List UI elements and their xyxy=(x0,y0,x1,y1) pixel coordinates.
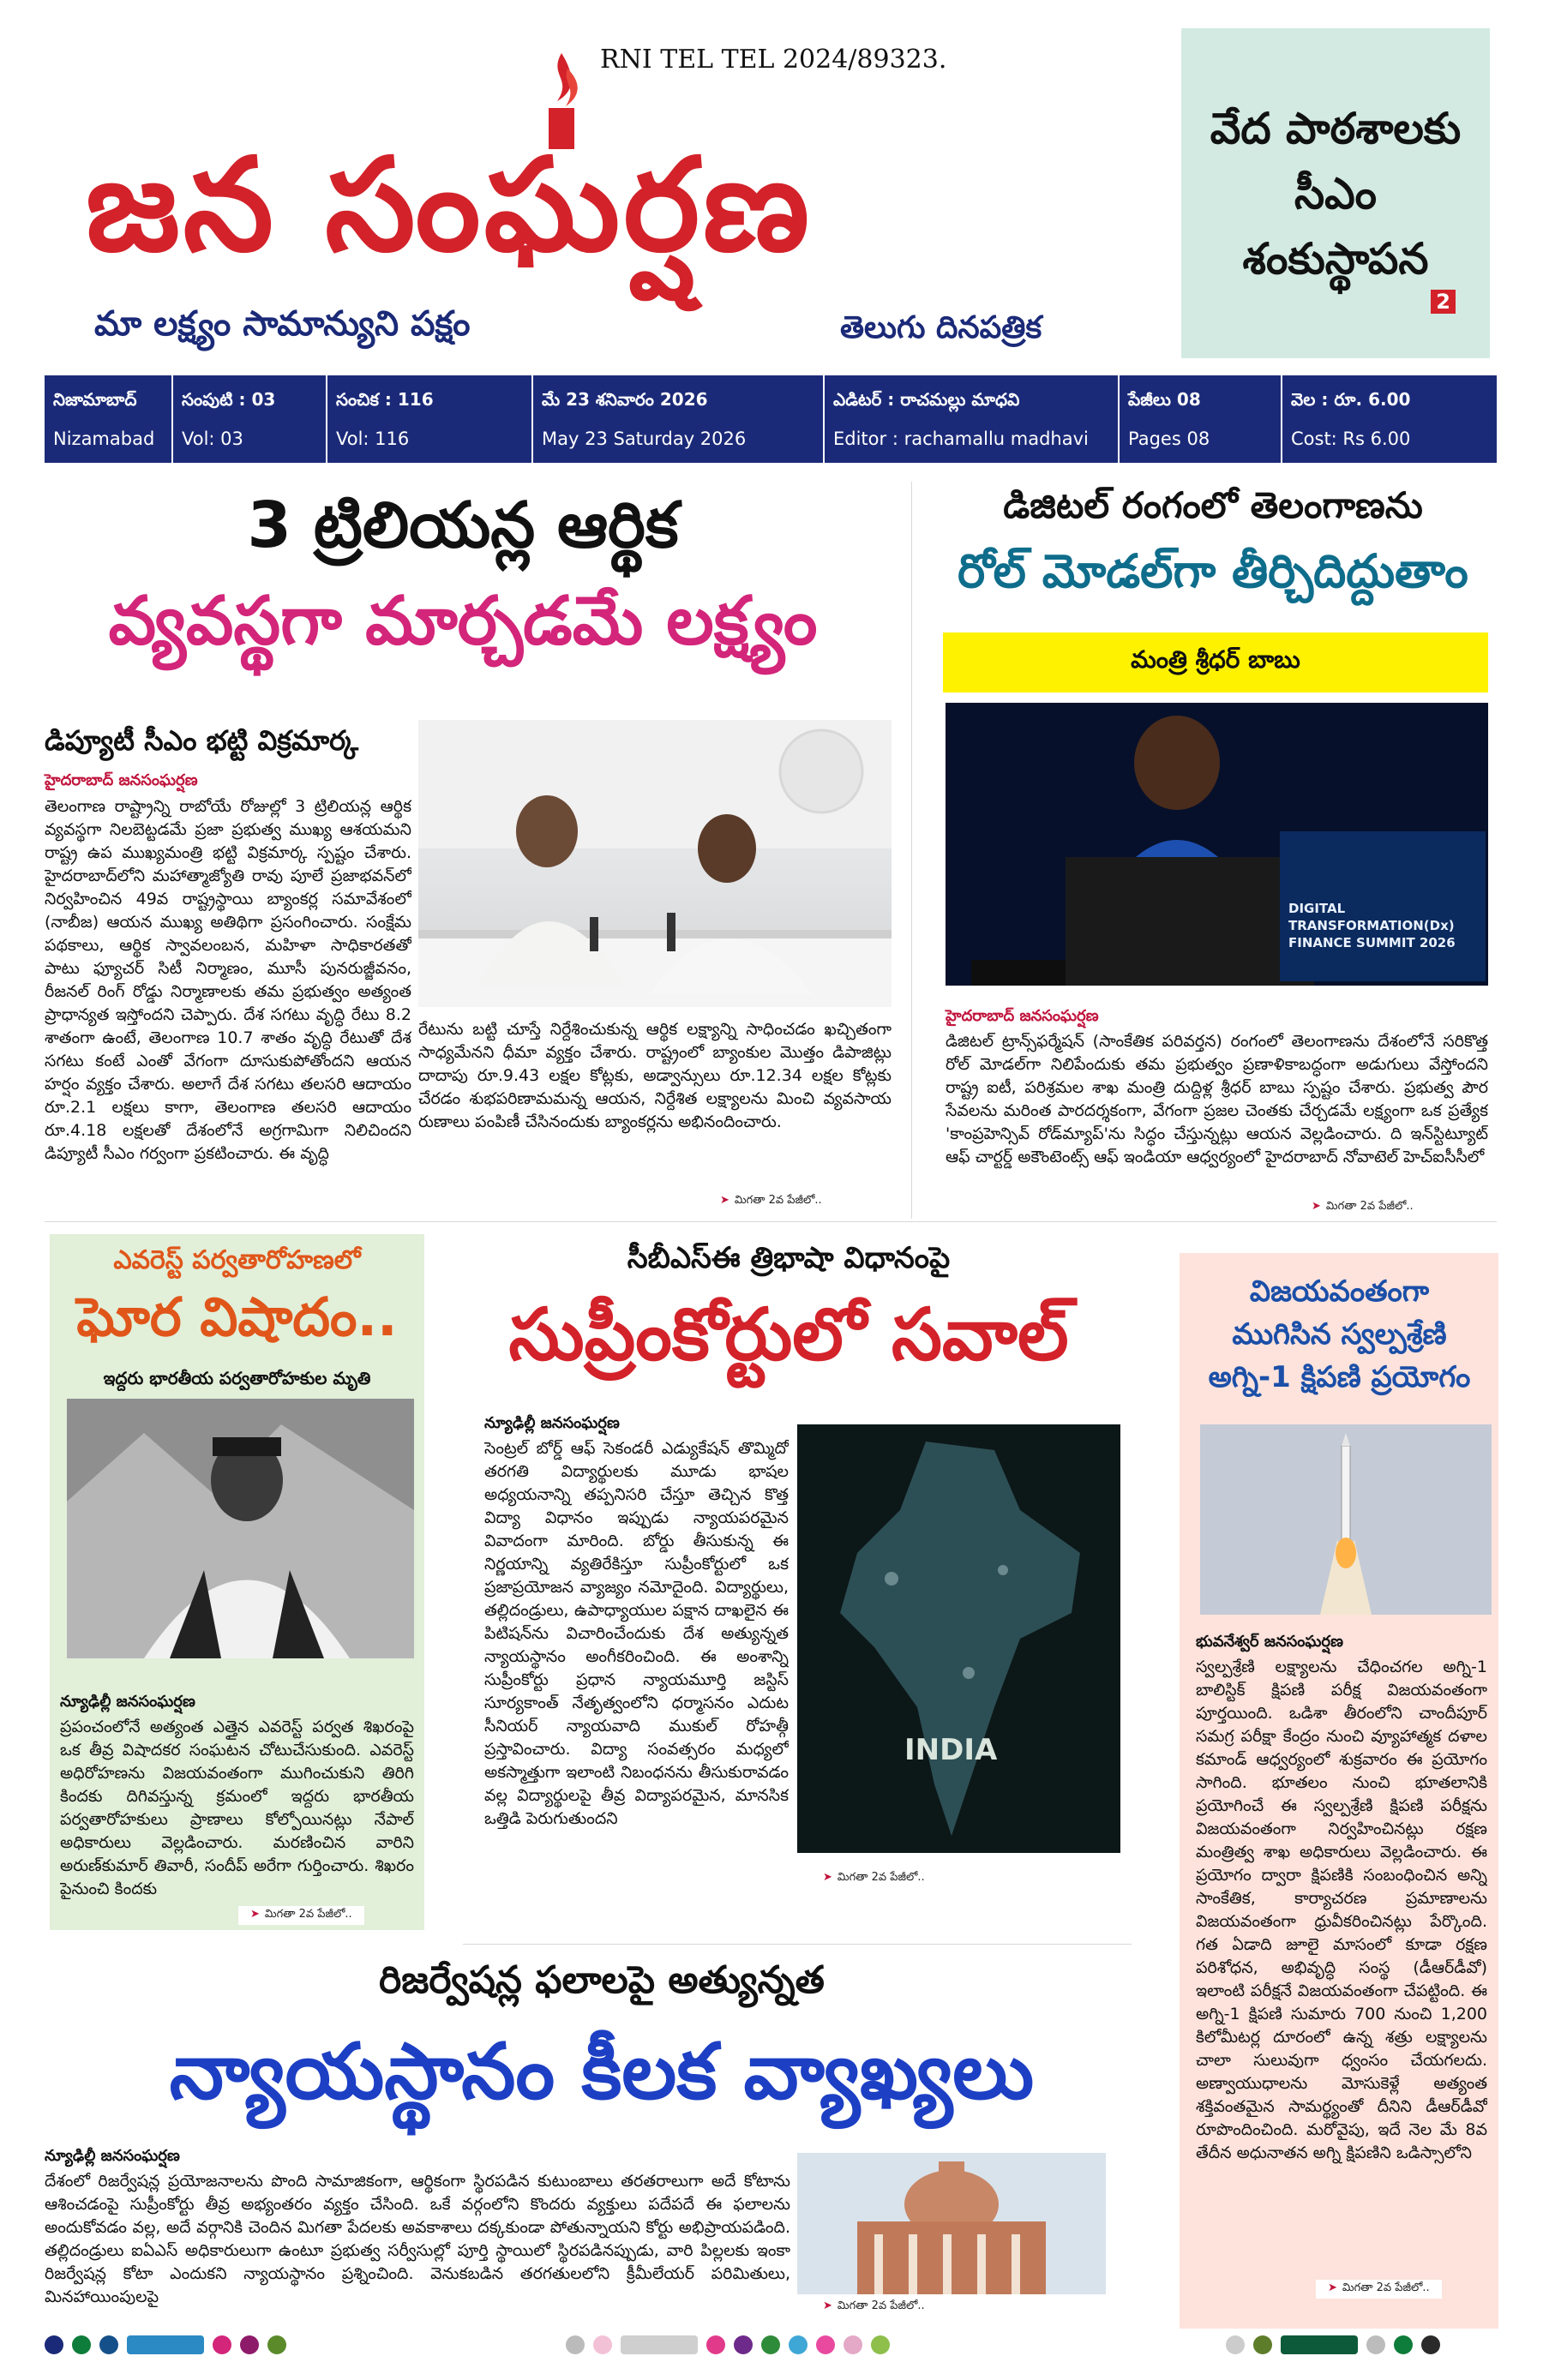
digital-body: డిజిటల్‌ ట్రాన్స్‌ఫర్మేషన్‌ (సాంకేతిక పరివర్తన) రంగంలో తెలంగాణను దేశంలోనే సరికొత్త రోల్‌ మోడల్‌గా నిలిపేందుకు తమ ప్రభుత్వం ప్రణాళికాబద్ధంగా అడుగులు వేస్తోందని రాష్ట్ర ఐటీ, పరిశ్రమల శాఖ మంత్రి దుద్దిళ్ల శ్రీధర్‌ బాబు స్పష్టం చేశారు. ప్రభుత్వ పౌర సేవలను మరింత పారదర్శకంగా, వేగంగా ప్రజల చెంతకు చేర్చడమే లక్ష్యంగా ఒక ప్రత్యేక 'కాంప్రహెన్సివ్‌ రోడ్‌మ్యాప్‌'ను సిద్ధం చేస్తున్నట్లు ఆయన వెల్లడించారు. ది ఇన్‌స్టిట్యూట్‌ ఆఫ్‌ చార్టర్డ్‌ అకౌంటెంట్స్‌ ఆఫ్‌ ఇండియా ఆధ్వర్యంలో హైదరాబాద్‌ నోవాటెల్‌ హెచ్‌ఐసీసీలో xyxy=(946,1032,1488,1166)
summit-screen-text: DIGITAL TRANSFORMATION(Dx) FINANCE SUMMIT 2026 xyxy=(1288,901,1456,950)
cbse-kicker: సీబీఎస్‌ఈ త్రిభాషా విధానంపై xyxy=(627,1241,951,1275)
reservation-body: దేశంలో రిజర్వేషన్ల ప్రయోజనాలను పొంది సామాజికంగా, ఆర్థికంగా స్థిరపడిన కుటుంబాలు తరతరాలుగా అదే కోటాను ఆశించడంపై సుప్రీంకోర్టు తీవ్ర అభ్యంతరం వ్యక్తం చేసింది. ఒకే వర్గంలోని కొందరు వ్యక్తులు పదేపదే ఈ ఫలాలను అందుకోవడం వల్ల, అదే వర్గానికి చెందిన మిగతా పేదలకు అవకాశాలు దక్కకుండా పోతున్నాయని కోర్టు అభిప్రాయపడింది. తల్లిదండ్రులు ఐఏఎస్‌ అధికారులుగా ఉంటూ ప్రభుత్వ సర్వీసుల్లో పూర్తి స్థాయిలో స్థిరపడినప్పుడు, వారి పిల్లలకు ఇంకా రిజర్వేషన్ల కోటా ఎందుకని న్యాయస్థానం ప్రశ్నించింది. వెనుకబడిన తరగతులలోని క్రీమీలేయర్‌ పరిమితులు, మినహాయింపులపై xyxy=(45,2172,790,2306)
info-price: వెల : రూ. 6.00 Cost: Rs 6.00 xyxy=(1291,389,1411,449)
everest-continue-link[interactable]: ➤ మిగతా 2వ పేజీలో.. xyxy=(238,1906,364,1925)
digital-kicker: డిజిటల్‌ రంగంలో తెలంగాణను xyxy=(1003,484,1423,526)
everest-headline: ఘోర విషాదం.. xyxy=(76,1286,398,1348)
agni-body: స్వల్పశ్రేణి లక్ష్యాలను చేధించగల అగ్ని-1 బాలిస్టిక్‌ క్షిపణి పరీక్ష విజయవంతంగా పూర్తయింది. ఒడిశా తీరంలోని చాందీపూర్‌ సమగ్ర పరీక్షా కేంద్రం నుంచి వ్యూహాత్మక దళాల కమాండ్‌ ఆధ్వర్యంలో శుక్రవారం ఈ ప్రయోగం సాగింది. భూతలం నుంచి భూతలానికి ప్రయోగించే ఈ స్వల్పశ్రేణి క్షిపణి పరీక్షను విజయవంతంగా నిర్వహించినట్లు రక్షణ మంత్రిత్వ శాఖ అధికారులు వెల్లడించారు. ఈ ప్రయోగం ద్వారా క్షిపణికి సంబంధించిన అన్ని సాంకేతిక, కార్యాచరణ ప్రమాణాలను విజయవంతంగా ధ్రువీకరించినట్లు పేర్కొంది. గత ఏడాది జూలై మాసంలో కూడా రక్షణ పరిశోధన, అభివృద్ధి సంస్థ (డీఆర్‌డీవో) ఇలాంటి పరీక్షనే విజయవంతంగా చేపట్టింది. ఈ అగ్ని-1 క్షిపణి సుమారు 700 నుంచి 1,200 కిలోమీటర్ల దూరంలో ఉన్న శత్రు లక్ష్యాలను చాలా సులువుగా ధ్వంసం చేయగలదు. అణ్వాయుధాలను మోసుకెళ్లే అత్యంత శక్తివంతమైన సామర్థ్యంతో దీనిని డీఆర్‌డీవో రూపొందించింది. మరోవైపు, ఇదే నెల మే 8వ తేదీన అధునాతన అగ్ని క్షిపణిని ఒడిస్సాలోని xyxy=(1196,1658,1487,2162)
everest-body: ప్రపంచంలోనే అత్యంత ఎత్తైన ఎవరెస్ట్‌ పర్వత శిఖరంపై ఒక తీవ్ర విషాదకర సంఘటన చోటుచేసుకుంది. ఎవరెస్ట్‌ అధిరోహణను విజయవంతంగా ముగించుకుని తిరిగి కిందకు దిగివస్తున్న క్రమంలో ఇద్దరు భారతీయ పర్వతారోహకులు ప్రాణాలు కోల్పోయినట్లు నేపాల్‌ అధికారులు వెల్లడించారు. మరణించిన వారిని అరుణ్‌కుమార్‌ తివారీ, సందీప్‌ అరేగా గుర్తించారు. శిఖరం పైనుంచి కిందకు xyxy=(60,1718,414,1898)
reservation-kicker: రిజర్వేషన్ల ఫలాలపై అత్యున్నత xyxy=(379,1958,825,2002)
reservation-dateline: న్యూఢిల్లీ జనసంఘర్షణ xyxy=(45,2147,180,2165)
color-registration-strip-left xyxy=(45,2335,295,2358)
digital-headline: రోల్‌ మోడల్‌గా తీర్చిదిద్దుతాం xyxy=(958,544,1468,598)
india-map-image xyxy=(797,1424,1120,1853)
missile-launch-image xyxy=(1200,1424,1492,1615)
reservation-continue-link[interactable]: ➤ మిగతా 2వ పేజీలో.. xyxy=(823,2299,925,2312)
masthead-tagline: మా లక్ష్యం సామాన్యుని పక్షం xyxy=(94,304,471,344)
agni-continue-link[interactable]: ➤ మిగతా 2వ పేజీలో.. xyxy=(1316,2280,1442,2299)
info-pages: పేజీలు 08 Pages 08 xyxy=(1120,375,1282,463)
lead-dateline: హైదరాబాద్‌ జనసంఘర్షణ xyxy=(45,771,198,789)
info-issue: సంచిక : 116 Vol: 116 xyxy=(327,375,533,463)
continue-arrow-icon: ➤ xyxy=(1328,2281,1337,2294)
lead-headline-line1: 3 ట్రిలియన్ల ఆర్థిక xyxy=(247,489,679,562)
missile-photo xyxy=(1200,1424,1492,1615)
cbse-headline: సుప్రీంకోర్టులో సవాల్‌ xyxy=(508,1292,1069,1376)
lead-body-left: తెలంగాణ రాష్ట్రాన్ని రాబోయే రోజుల్లో 3 ట్రిలియన్ల ఆర్థిక వ్యవస్థగా నిలబెట్టడమే ప్రజా ప్రభుత్వ ముఖ్య ఆశయమని రాష్ట్ర ఉప ముఖ్యమంత్రి భట్టి విక్రమార్క స్పష్టం చేశారు. హైదరాబాద్‌లోని మహాత్మాజ్యోతి రావు పూలే ప్రజాభవన్‌లో నిర్వహించిన 49వ రాష్ట్రస్థాయి బ్యాంకర్ల సమావేశంలో (నాబీజ) ఆయన ముఖ్య అతిథిగా ప్రసంగించారు. సంక్షేమ పథకాలు, ఆర్థిక స్వావలంబన, మహిళా సాధికారతతో పాటు ఫ్యూచర్ సిటీ నిర్మాణం, మూసీ పునరుజ్జీవనం, రీజనల్ రింగ్ రోడ్డు నిర్మాణాలకు తమ ప్రభుత్వం అత్యంత ప్రాధాన్యత ఇస్తోందని చెప్పారు. దేశ సగటు వృద్ధి రేటు 8.2 శాతంగా ఉంటే, తెలంగాణ 10.7 శాతం వృద్ధి రేటుతో దేశ సగటు కంటే ఎంతో వేగంగా దూసుకుపోతోందని ఆయన హర్షం వ్యక్తం చేశారు. అలాగే దేశ సగటు తలసరి ఆదాయం రూ.2.1 లక్షలు కాగా, తెలంగాణ తలసరి ఆదాయం రూ.4.18 లక్షలతో దేశంలోనే అగ్రగామిగా నిలిచిందని డిప్యూటీ సీఎం గర్వంగా ప్రకటించారు. ఈ వృద్ధి xyxy=(45,797,411,1163)
rni-number: RNI TEL TEL 2024/89323. xyxy=(600,45,947,75)
reservation-headline: న్యాయస్థానం కీలక వ్యాఖ్యలు xyxy=(169,2027,1035,2117)
lead-body-right: రేటును బట్టి చూస్తే నిర్దేశించుకున్న ఆర్థిక లక్ష్యాన్ని సాధించడం ఖచ్చితంగా సాధ్యమేనని ధీమా వ్యక్తం చేశారు. రాష్ట్రంలో బ్యాంకుల మొత్తం డిపాజిట్లు దాదాపు రూ.9.43 లక్షల కోట్లకు, అడ్వాన్సులు రూ.12.34 లక్షల కోట్లకు చేరడం శుభపరిణామమన్న ఆయన, నిర్దేశిత లక్ష్యాలను మించి వ్యవసాయ రుణాలు పంపిణీ చేసినందుకు బ్యాంకర్లను అభినందించారు. xyxy=(418,1020,892,1131)
india-map-label: INDIA xyxy=(904,1733,998,1767)
lead-continue-link[interactable]: ➤ మిగతా 2వ పేజీలో.. xyxy=(720,1194,822,1207)
continue-arrow-icon: ➤ xyxy=(823,2299,832,2312)
digital-byline-box xyxy=(943,632,1488,692)
color-registration-strip-center xyxy=(566,2335,898,2358)
everest-photo xyxy=(67,1399,414,1658)
masthead-daily-label: తెలుగు దినపత్రిక xyxy=(840,310,1042,345)
agni-dateline: భువనేశ్వర్‌ జనసంఘర్షణ xyxy=(1196,1633,1343,1651)
supreme-court-photo xyxy=(797,2153,1106,2294)
lead-headline-line2: వ్యవస్థగా మార్చడమే లక్ష్యం xyxy=(108,583,818,660)
info-editor: ఎడిటర్ : రాచమల్లు మాధవి Editor : rachamallu madhavi xyxy=(825,375,1120,463)
continue-arrow-icon: ➤ xyxy=(720,1194,729,1207)
continue-arrow-icon: ➤ xyxy=(823,1871,832,1884)
continue-arrow-icon: ➤ xyxy=(250,1908,260,1921)
lead-byline: డిప్యూటీ సీఎం భట్టి విక్రమార్క xyxy=(45,724,359,757)
cbse-continue-link[interactable]: ➤ మిగతా 2వ పేజీలో.. xyxy=(823,1871,925,1884)
cbse-body: సెంట్రల్‌ బోర్డ్‌ ఆఫ్‌ సెకండరీ ఎడ్యుకేషన్‌ తొమ్మిదో తరగతి విద్యార్థులకు మూడు భాషల అధ్యయనాన్ని తప్పనిసరి చేస్తూ తెచ్చిన కొత్త విద్యా విధానం ఇప్పుడు న్యాయపరమైన వివాదంగా మారింది. బోర్డు తీసుకున్న ఈ నిర్ణయాన్ని వ్యతిరేకిస్తూ సుప్రీంకోర్టులో ఒక ప్రజాప్రయోజన వ్యాజ్యం నమోదైంది. విద్యార్థులు, తల్లిదండ్రులు, ఉపాధ్యాయుల పక్షాన దాఖలైన ఈ పిటిషన్‌ను విచారించేందుకు దేశ అత్యున్నత న్యాయస్థానం అంగీకరించింది. ఈ అంశాన్ని సుప్రీంకోర్టు ప్రధాన న్యాయమూర్తి జస్టిస్‌ సూర్యకాంత్‌ నేతృత్వంలోని ధర్మాసనం ఎదుట సీనియర్‌ న్యాయవాది ముకుల్‌ రోహత్గీ ప్రస్తావించారు. విద్యా సంవత్సరం మధ్యలో అకస్మాత్తుగా ఇలాంటి నిబంధనను తీసుకురావడం వల్ల విద్యార్థులపై తీవ్ర విద్యాపరమైన, మానసిక ఒత్తిడి పెరుగుతుందని xyxy=(484,1439,789,1828)
everest-dateline: న్యూఢిల్లీ జనసంఘర్షణ xyxy=(60,1693,195,1711)
teaser-box[interactable] xyxy=(1181,28,1490,358)
everest-kicker: ఎవరెస్ట్‌ పర్వతారోహణలో xyxy=(113,1245,361,1275)
meeting-image xyxy=(418,720,892,1007)
newspaper-title: జన సంఘర్షణ xyxy=(86,131,814,280)
everest-subheadline: ఇద్దరు భారతీయ పర్వతారోహకుల మృతి xyxy=(103,1368,371,1388)
teaser-text: వేద పాఠశాలకు సీఎం శంకుస్థాపన xyxy=(1210,103,1462,284)
summit-photo xyxy=(946,703,1488,986)
supreme-court-image xyxy=(797,2153,1106,2294)
continue-arrow-icon: ➤ xyxy=(1312,1200,1321,1213)
india-map-graphic xyxy=(797,1424,1120,1853)
agni-headline: విజయవంతంగా ముగిసిన స్వల్పశ్రేణి అగ్ని-1 క్షిపణి ప్రయోగం xyxy=(1208,1274,1471,1394)
digital-byline: మంత్రి శ్రీధర్‌ బాబు xyxy=(1131,645,1300,674)
info-date: మే 23 శనివారం 2026 May 23 Saturday 2026 xyxy=(533,375,825,463)
cbse-dateline: న్యూఢిల్లీ జనసంఘర్షణ xyxy=(484,1414,620,1432)
lead-photo xyxy=(418,720,892,1007)
info-city: నిజామాబాద్ Nizamabad xyxy=(45,375,173,463)
climber-image xyxy=(67,1399,414,1658)
color-registration-strip-right xyxy=(1226,2335,1449,2358)
info-volume: సంపుటి : 03 Vol: 03 xyxy=(173,375,327,463)
teaser-page-badge: 2 xyxy=(1431,290,1456,314)
digital-continue-link[interactable]: ➤ మిగతా 2వ పేజీలో.. xyxy=(1312,1200,1414,1213)
info-bar xyxy=(45,375,1497,463)
digital-dateline: హైదరాబాద్‌ జనసంఘర్షణ xyxy=(946,1007,1099,1025)
